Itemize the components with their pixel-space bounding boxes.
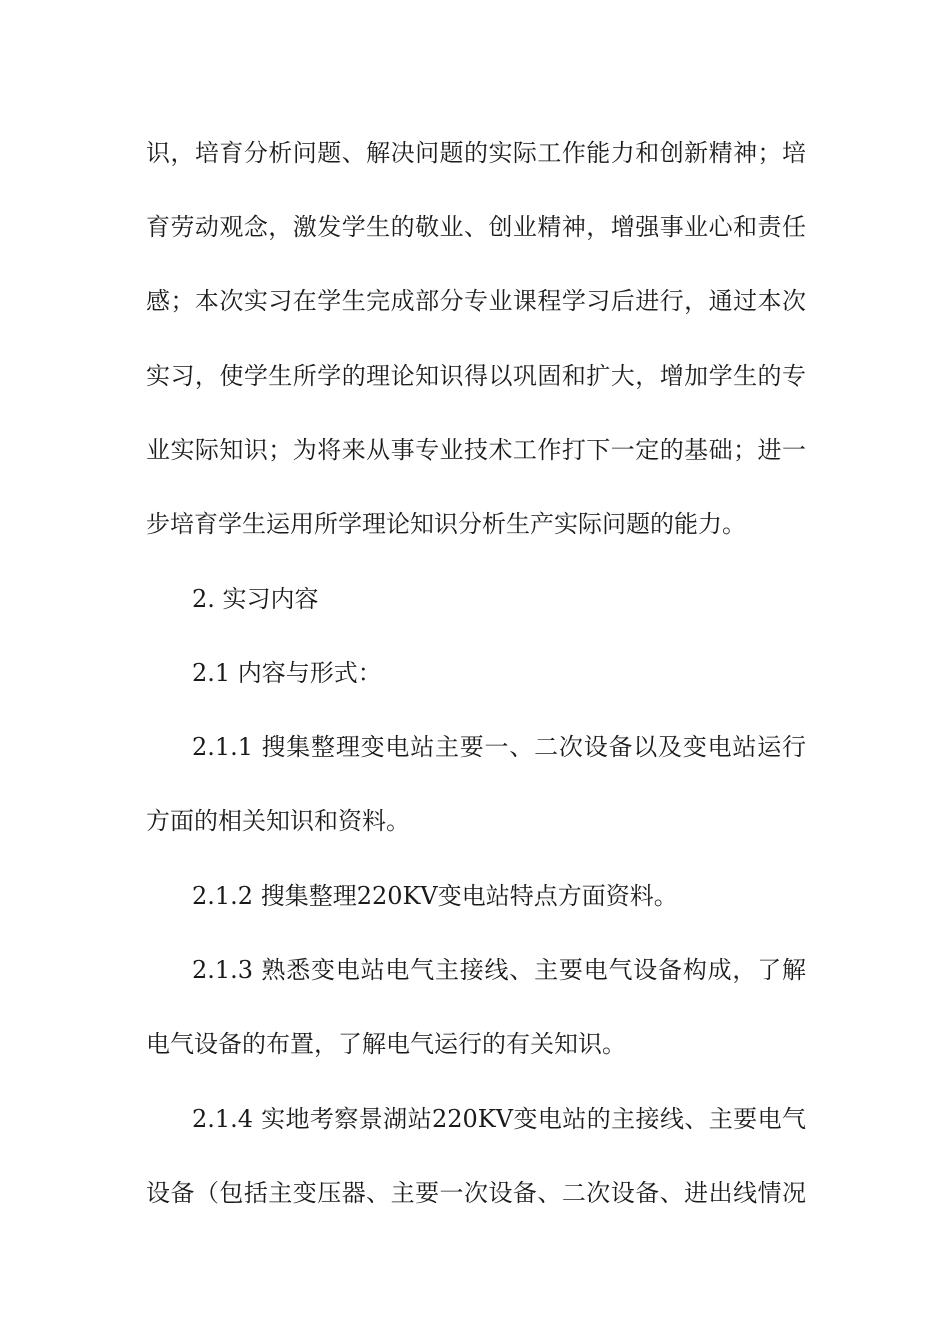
section-heading: 2. 实习内容 bbox=[192, 585, 319, 613]
list-item-line: 电气设备的布置，了解电气运行的有关知识。 bbox=[146, 1030, 626, 1058]
list-item-line: 2.1.2 搜集整理220KV变电站特点方面资料。 bbox=[192, 882, 678, 910]
list-item-line: 方面的相关知识和资料。 bbox=[146, 807, 410, 835]
list-item-line: 2.1.1 搜集整理变电站主要一、二次设备以及变电站运行 bbox=[192, 733, 806, 761]
paragraph-line: 步培育学生运用所学理论知识分析生产实际问题的能力。 bbox=[146, 510, 746, 538]
paragraph-line: 感；本次实习在学生完成部分专业课程学习后进行，通过本次 bbox=[146, 287, 806, 315]
list-item-line: 设备（包括主变压器、主要一次设备、二次设备、进出线情况 bbox=[146, 1179, 806, 1207]
paragraph-line: 业实际知识；为将来从事专业技术工作打下一定的基础；进一 bbox=[146, 436, 806, 464]
paragraph-line: 实习，使学生所学的理论知识得以巩固和扩大，增加学生的专 bbox=[146, 362, 806, 390]
subsection-heading: 2.1 内容与形式： bbox=[192, 659, 382, 687]
list-item-line: 2.1.3 熟悉变电站电气主接线、主要电气设备构成，了解 bbox=[192, 956, 806, 984]
list-item-line: 2.1.4 实地考察景湖站220KV变电站的主接线、主要电气 bbox=[192, 1105, 806, 1133]
paragraph-line: 育劳动观念，激发学生的敬业、创业精神，增强事业心和责任 bbox=[146, 213, 806, 241]
paragraph-line: 识，培育分析问题、解决问题的实际工作能力和创新精神；培 bbox=[146, 139, 806, 167]
